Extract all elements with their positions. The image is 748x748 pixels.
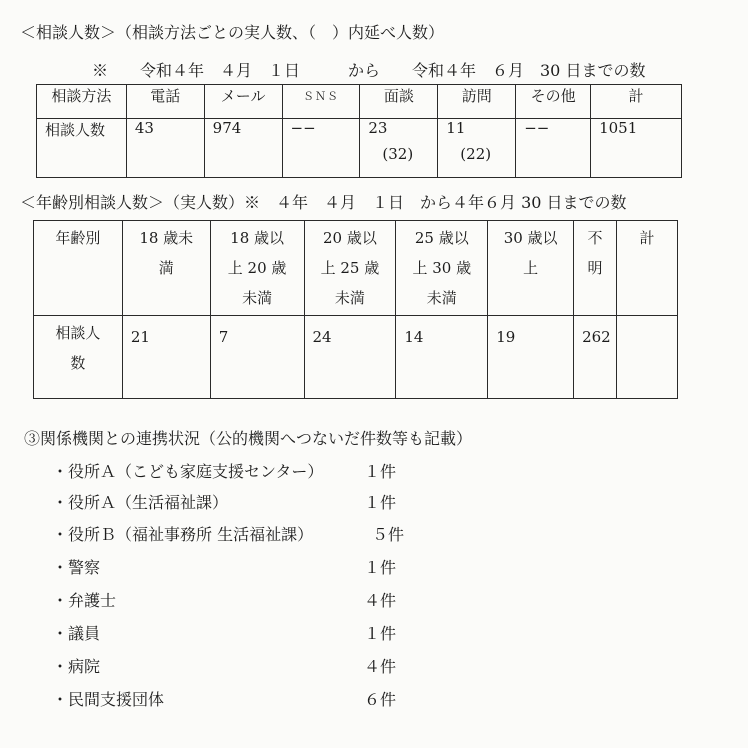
agency-name: ・病院: [52, 657, 101, 676]
agency-count: ５件: [372, 525, 405, 544]
header-cell-visit: 訪問: [438, 85, 516, 119]
agency-name: ・弁護士: [52, 591, 117, 610]
agency-count: １件: [364, 493, 397, 512]
cell-sub-value: (22): [460, 145, 492, 163]
header-cell-under-18: 18 歳未 満: [122, 221, 210, 316]
header-cell-interview: 面談: [360, 85, 438, 119]
header-cell-20-to-25: 20 歳以 上 25 歳 未満: [304, 221, 396, 316]
cell-value: 11: [446, 119, 466, 137]
agency-count: ４件: [364, 657, 397, 676]
agency-count: １件: [364, 624, 397, 643]
agency-count: ６件: [364, 690, 397, 709]
cell-phone: 43: [126, 119, 204, 178]
agency-cooperation-heading: ③関係機関との連携状況（公的機関へつないだ件数等も記載）: [24, 429, 473, 448]
cell-30-plus: 19: [488, 316, 574, 399]
agency-name: ・議員: [52, 624, 101, 643]
cell-total: 1051: [591, 119, 682, 178]
age-count-heading: ＜年齢別相談人数＞（実人数）※ ４年 ４月 １日 から４年６月 30 日までの数: [20, 193, 627, 212]
agency-name: ・役所Ａ（こども家庭支援センター）: [52, 462, 324, 481]
cell-20-to-25: 24: [304, 316, 396, 399]
agency-name: ・役所Ａ（生活福祉課）: [52, 493, 229, 512]
consultation-period-note: ※ 令和４年 ４月 １日 から 令和４年 ６月 30 日までの数: [92, 61, 646, 80]
cell-18-to-20: 7: [210, 316, 304, 399]
agency-name: ・民間支援団体: [52, 690, 165, 709]
cell-value: 23: [368, 119, 388, 137]
agency-count: １件: [364, 558, 397, 577]
header-cell-30-plus: 30 歳以 上: [488, 221, 574, 316]
row-label: 相談人数: [37, 119, 127, 178]
cell-total: [617, 316, 678, 399]
table-row: [37, 119, 682, 178]
agency-name: ・警察: [52, 558, 101, 577]
table-header-row: [34, 221, 678, 316]
cell-other: −−: [516, 119, 591, 178]
header-cell-other: その他: [516, 85, 591, 119]
cell-sub-value: (32): [382, 145, 414, 163]
cell-sns: −−: [282, 119, 360, 178]
header-cell-sns: ＳＮＳ: [282, 85, 360, 119]
header-cell-mail: メール: [204, 85, 282, 119]
agency-count: ４件: [364, 591, 397, 610]
table-row: [34, 316, 678, 399]
header-cell-age: 年齢別: [34, 221, 123, 316]
cell-25-to-30: 14: [396, 316, 488, 399]
header-cell-unknown: 不 明: [574, 221, 617, 316]
cell-interview: [360, 119, 438, 178]
header-cell-method: 相談方法: [37, 85, 127, 119]
consultation-count-heading: ＜相談人数＞（相談方法ごとの実人数、（ ）内延べ人数）: [20, 23, 445, 42]
cell-unknown: 262: [574, 316, 617, 399]
cell-under-18: 21: [122, 316, 210, 399]
cell-mail: 974: [204, 119, 282, 178]
header-cell-25-to-30: 25 歳以 上 30 歳 未満: [396, 221, 488, 316]
table-header-row: [37, 85, 682, 119]
header-cell-phone: 電話: [126, 85, 204, 119]
age-group-table: [33, 220, 678, 399]
row-label: 相談人 数: [34, 316, 123, 399]
consultation-method-table: [36, 84, 682, 178]
agency-count: １件: [364, 462, 397, 481]
header-cell-total: 計: [591, 85, 682, 119]
agency-name: ・役所Ｂ（福祉事務所 生活福祉課）: [52, 525, 314, 544]
cell-visit: [438, 119, 516, 178]
header-cell-total: 計: [617, 221, 678, 316]
header-cell-18-to-20: 18 歳以 上 20 歳 未満: [210, 221, 304, 316]
